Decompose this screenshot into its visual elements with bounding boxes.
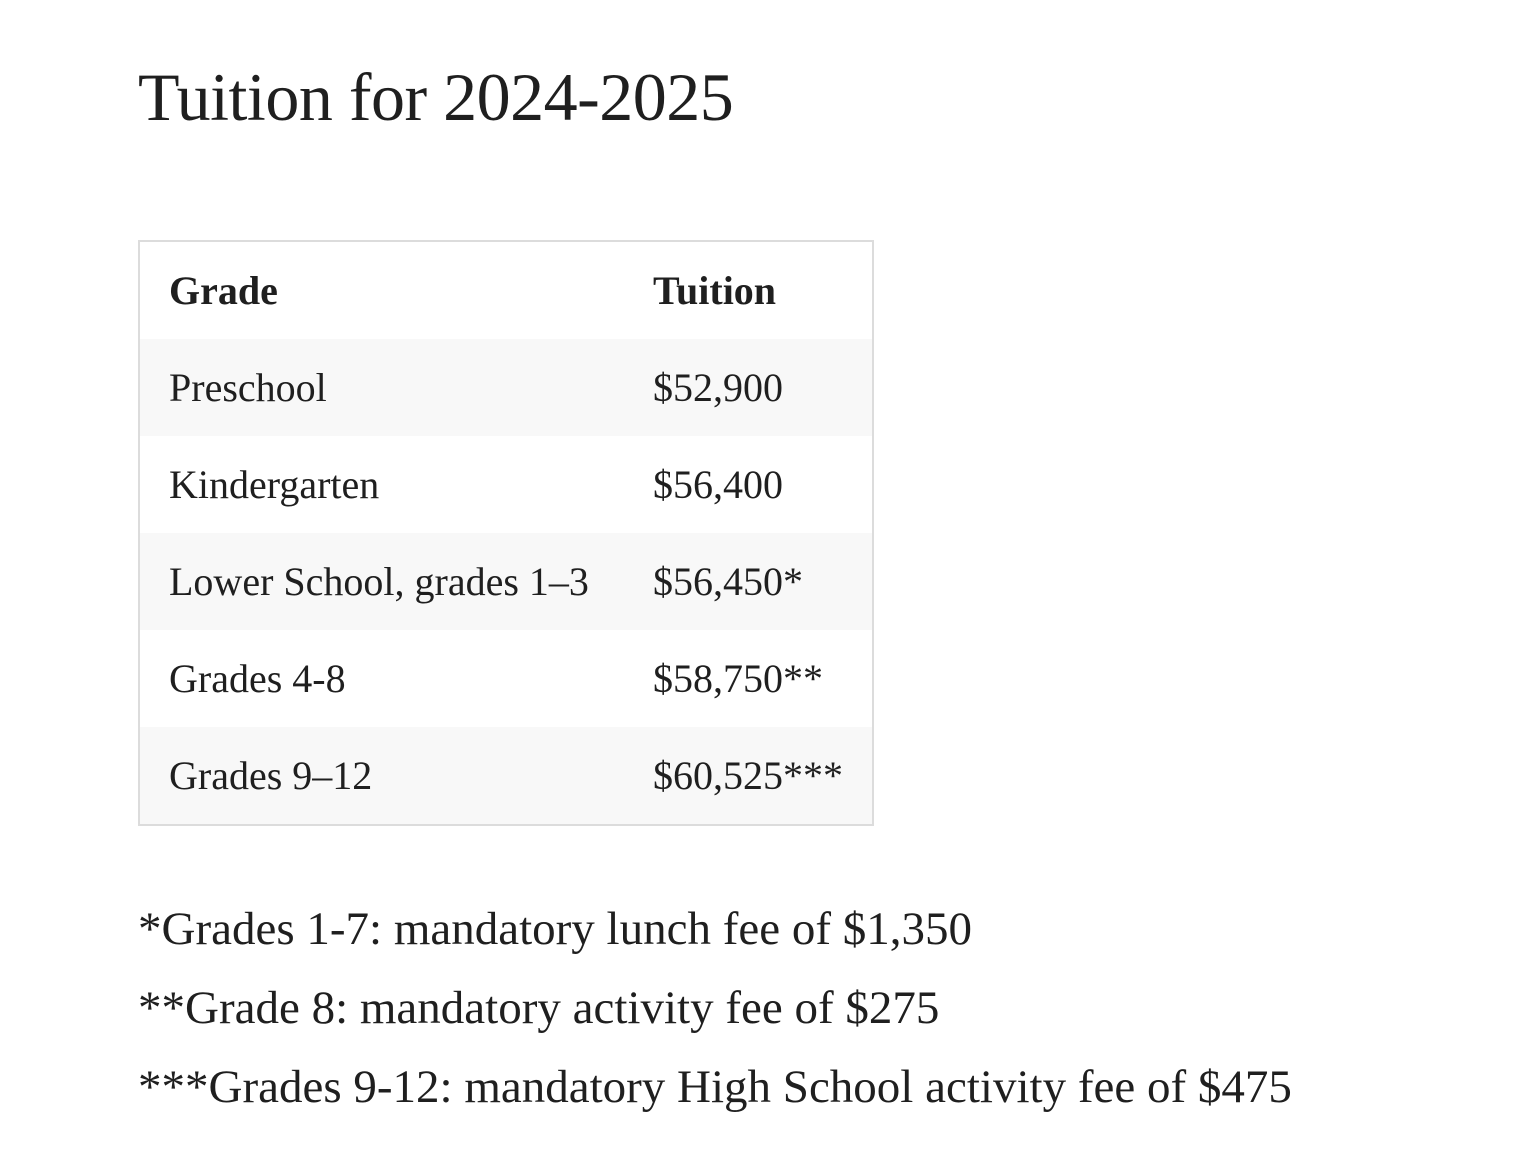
tuition-cell: $56,400 [653,462,783,507]
tuition-cell: $60,525*** [653,753,843,798]
table-row [140,436,872,533]
table-row [140,630,872,727]
table-body [140,339,872,824]
grade-cell: Lower School, grades 1–3 [169,559,589,604]
footnote-lunch-fee: *Grades 1-7: mandatory lunch fee of $1,350 [138,903,972,955]
table-row [140,339,872,436]
footnote-activity-fee: **Grade 8: mandatory activity fee of $275 [138,982,940,1034]
grade-cell: Kindergarten [169,462,380,507]
tuition-table [140,242,872,824]
footnote-high-school-activity-fee: ***Grades 9-12: mandatory High School activity fee of $475 [138,1061,1292,1113]
tuition-cell: $56,450* [653,559,803,604]
tuition-table-container [138,240,874,826]
table-header-row [140,242,872,339]
page-title: Tuition for 2024-2025 [138,59,734,135]
tuition-cell: $52,900 [653,365,783,410]
grade-cell: Grades 9–12 [169,753,373,798]
table-row [140,727,872,824]
tuition-cell: $58,750** [653,656,823,701]
grade-cell: Grades 4-8 [169,656,346,701]
grade-cell: Preschool [169,365,327,410]
grade-column-header: Grade [169,268,278,313]
table-row [140,533,872,630]
tuition-column-header: Tuition [653,268,777,313]
footnotes-list [138,890,1292,1127]
table-header [140,242,872,339]
